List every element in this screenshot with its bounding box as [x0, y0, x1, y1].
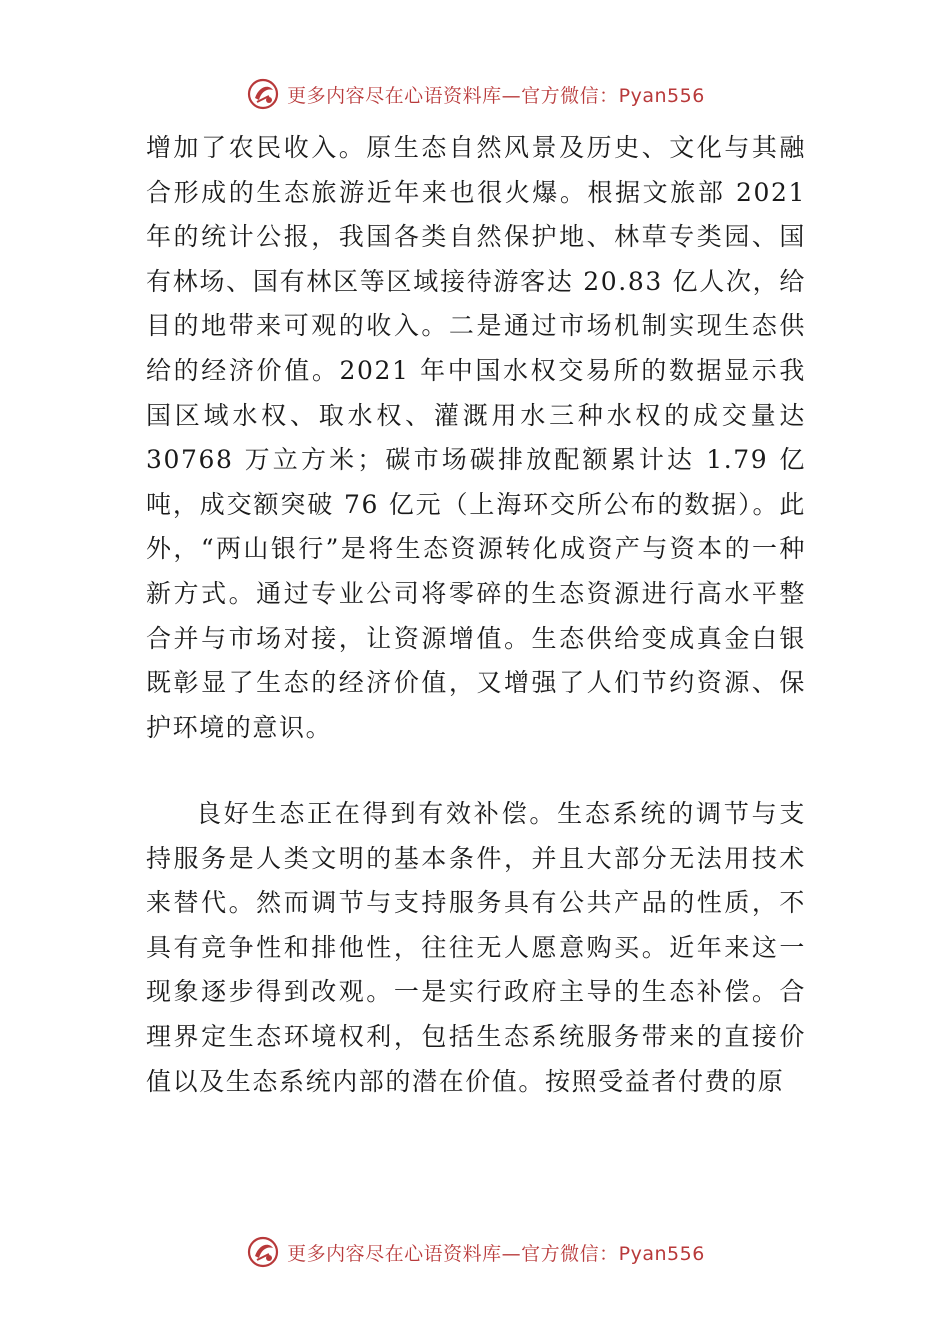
body-paragraph-1 [146, 126, 806, 750]
body-paragraph-2 [146, 792, 806, 1104]
paragraph-text: 增加了农民收入。原生态自然风景及历史、文化与其融合形成的生态旅游近年来也很火爆。根据文旅部 2021 年的统计公报，我国各类自然保护地、林草专类园、国有林场、国有林区等区域接待游客达 20.83 亿人次，给目的地带来可观的收入。二是通过市场机制实现生态供给的经济价值。2021 年中国水权交易所的数据显示我国区域水权、取水权、灌溉用水三种水权的成交量达 30768 万立方米；碳市场碳排放配额累计达 1.79 亿吨，成交额突破 76 亿元（上海环交所公布的数据）。此外，“两山银行”是将生态资源转化成资产与资本的一种新方式。通过专业公司将零碎的生态资源进行高水平整合并与市场对接，让资源增值。生态供给变成真金白银既彰显了生态的经济价值，又增强了人们节约资源、保护环境的意识。 [146, 133, 806, 742]
brand-logo-icon [245, 76, 281, 112]
paragraph-text: 良好生态正在得到有效补偿。生态系统的调节与支持服务是人类文明的基本条件，并且大部分无法用技术来替代。然而调节与支持服务具有公共产品的性质，不具有竞争性和排他性，往往无人愿意购买。近年来这一现象逐步得到改观。一是实行政府主导的生态补偿。合理界定生态环境权利，包括生态系统服务带来的直接价值以及生态系统内部的潜在价值。按照受益者付费的原 [146, 799, 806, 1096]
header-watermark-text: 更多内容尽在心语资料库—官方微信：Pyan556 [287, 84, 705, 107]
header-watermark [0, 74, 950, 114]
footer-watermark [0, 1232, 950, 1272]
footer-watermark-text: 更多内容尽在心语资料库—官方微信：Pyan556 [287, 1242, 705, 1265]
brand-logo-icon [245, 1234, 281, 1270]
